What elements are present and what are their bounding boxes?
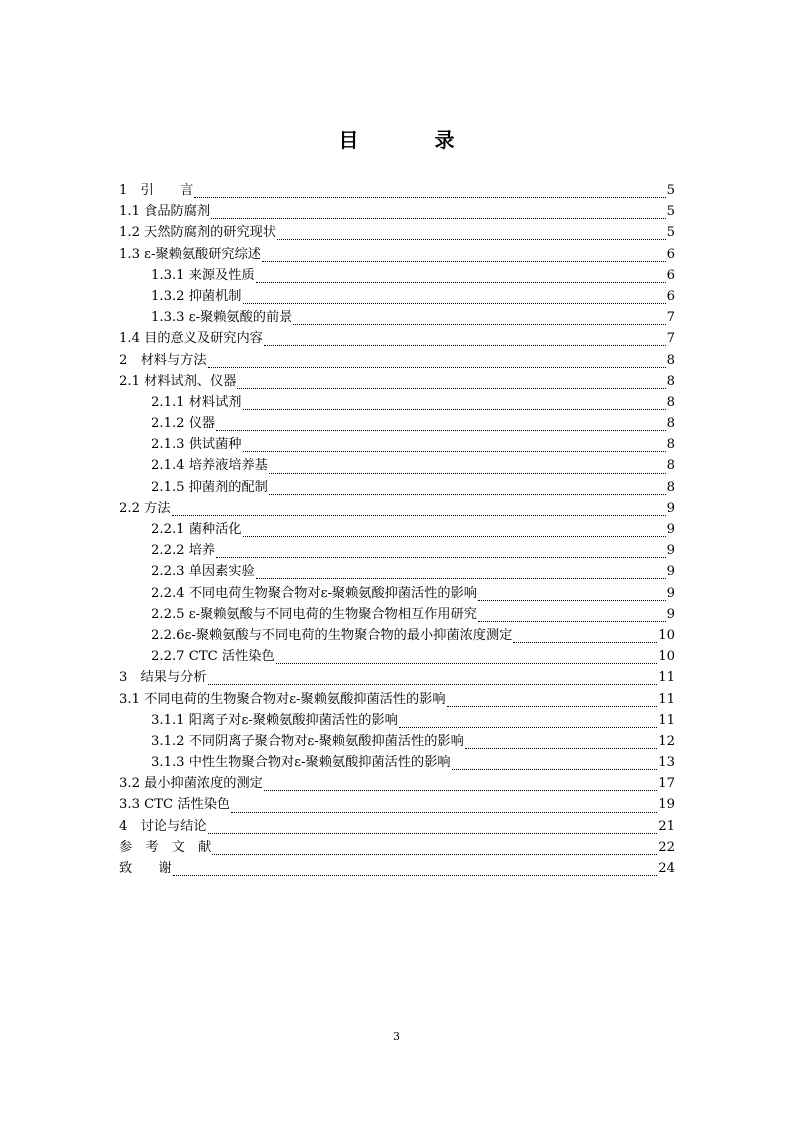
toc-leader-dots <box>243 526 666 537</box>
toc-entry-label: 1.3.3 ε-聚赖氨酸的前景 <box>151 310 293 326</box>
toc-entry-page: 9 <box>666 585 675 601</box>
toc-leader-dots <box>173 865 657 876</box>
toc-entry[interactable] <box>119 816 675 837</box>
toc-entry[interactable] <box>119 773 675 794</box>
toc-entry[interactable] <box>119 328 675 349</box>
toc-entry-page: 8 <box>666 458 675 474</box>
toc-leader-dots <box>264 780 657 791</box>
toc-entry[interactable] <box>119 625 675 646</box>
toc-leader-dots <box>243 441 666 452</box>
toc-entry-page: 11 <box>658 670 675 686</box>
toc-entry-page: 10 <box>658 627 675 643</box>
toc-entry-label: 2.2.6ε-聚赖氨酸与不同电荷的生物聚合物的最小抑菌浓度测定 <box>151 627 513 643</box>
toc-entry-label: 3 结果与分析 <box>119 670 207 686</box>
toc-entry[interactable] <box>119 498 675 519</box>
toc-leader-dots <box>262 251 666 262</box>
toc-entry-page: 11 <box>658 691 675 707</box>
toc-entry[interactable] <box>119 731 675 752</box>
toc-leader-dots <box>216 420 665 431</box>
toc-leader-dots <box>513 632 657 643</box>
toc-entry-label: 1.4 目的意义及研究内容 <box>119 331 263 347</box>
toc-entry[interactable] <box>119 604 675 625</box>
toc-entry-page: 9 <box>666 543 675 559</box>
toc-entry-label: 1 引 言 <box>119 183 194 198</box>
toc-entry-label: 2.1 材料试剂、仪器 <box>119 373 237 389</box>
toc-leader-dots <box>172 505 666 516</box>
toc-entry-page: 8 <box>666 394 675 410</box>
toc-leader-dots <box>208 823 658 834</box>
toc-entry-page: 8 <box>666 437 675 453</box>
toc-entry[interactable] <box>119 689 675 710</box>
toc-entry[interactable] <box>119 583 675 604</box>
toc-entry[interactable] <box>119 222 675 243</box>
toc-entry-page: 8 <box>666 479 675 495</box>
toc-entry-page: 8 <box>666 373 675 389</box>
toc-entry-label: 4 讨论与结论 <box>119 818 207 834</box>
toc-leader-dots <box>211 208 666 219</box>
toc-entry[interactable] <box>119 392 675 413</box>
toc-entry-page: 9 <box>666 522 675 537</box>
toc-entry[interactable] <box>119 371 675 392</box>
toc-entry[interactable] <box>119 858 675 879</box>
toc-leader-dots <box>208 357 666 368</box>
toc-entry[interactable] <box>119 265 675 286</box>
toc-entry[interactable] <box>119 519 675 540</box>
toc-entry-page: 8 <box>666 416 675 432</box>
toc-leader-dots <box>256 568 666 579</box>
toc-entry-page: 12 <box>658 733 675 749</box>
toc-entry-label: 2.2.5 ε-聚赖氨酸与不同电荷的生物聚合物相互作用研究 <box>151 606 477 622</box>
toc-entry[interactable] <box>119 837 675 858</box>
toc-entry[interactable] <box>119 286 675 307</box>
toc-leader-dots <box>243 399 666 410</box>
toc-entry[interactable] <box>119 646 675 667</box>
toc-leader-dots <box>269 463 666 474</box>
toc-entry-page: 7 <box>666 310 675 326</box>
toc-entry-label: 1.2 天然防腐剂的研究现状 <box>119 225 277 241</box>
toc-entry[interactable] <box>119 710 675 731</box>
toc-entry-label: 1.3.1 来源及性质 <box>151 267 255 283</box>
toc-entry-label: 3.1.2 不同阴离子聚合物对ε-聚赖氨酸抑菌活性的影响 <box>151 733 464 749</box>
toc-leader-dots <box>399 717 657 728</box>
page-number: 3 <box>393 1030 400 1043</box>
toc-entry-label: 1.3.2 抑菌机制 <box>151 288 242 304</box>
toc-entry-page: 17 <box>658 776 675 792</box>
toc-entry-label: 2.2.2 培养 <box>151 543 216 559</box>
toc-entry-label: 2.2.1 菌种活化 <box>151 522 242 537</box>
toc-entry-page: 6 <box>666 267 675 283</box>
toc-leader-dots <box>243 293 666 304</box>
toc-entry-label: 3.1.3 中性生物聚合物对ε-聚赖氨酸抑菌活性的影响 <box>151 755 451 771</box>
toc-leader-dots <box>208 674 658 685</box>
toc-entry-page: 11 <box>658 712 675 728</box>
toc-leader-dots <box>256 272 666 283</box>
toc-leader-dots <box>216 547 665 558</box>
toc-entry[interactable] <box>119 752 675 773</box>
toc-entry-page: 9 <box>666 606 675 622</box>
toc-leader-dots <box>212 844 657 855</box>
toc-entry-page: 9 <box>666 500 675 516</box>
toc-entry-page: 6 <box>666 288 675 304</box>
toc-entry-label: 2.1.2 仪器 <box>151 416 216 432</box>
toc-entry-page: 7 <box>666 331 675 347</box>
toc-entry-label: 3.2 最小抑菌浓度的测定 <box>119 776 263 792</box>
toc-entry-label: 2.1.4 培养液培养基 <box>151 458 268 474</box>
toc-leader-dots <box>452 759 658 770</box>
toc-entry-page: 24 <box>658 861 675 876</box>
toc-entry-page: 8 <box>666 352 675 368</box>
toc-entry-label: 2.2 方法 <box>119 500 171 516</box>
toc-entry-label: 3.3 CTC 活性染色 <box>119 797 231 813</box>
toc-entry-label: 2.2.7 CTC 活性染色 <box>151 649 275 665</box>
toc-leader-dots <box>231 802 657 813</box>
toc-entry[interactable] <box>119 434 675 455</box>
toc-entry-page: 19 <box>658 797 675 813</box>
toc-entry[interactable] <box>119 201 675 222</box>
toc-entry-page: 21 <box>658 818 675 834</box>
toc-entry[interactable] <box>119 540 675 561</box>
toc-leader-dots <box>478 611 666 622</box>
toc-entry-page: 13 <box>658 755 675 771</box>
toc-entry-label: 2.2.3 单因素实验 <box>151 564 255 580</box>
toc-entry-label: 2.2.4 不同电荷生物聚合物对ε-聚赖氨酸抑菌活性的影响 <box>151 585 477 601</box>
toc-leader-dots <box>447 696 658 707</box>
toc-entry[interactable] <box>119 794 675 815</box>
toc-entry[interactable] <box>119 244 675 265</box>
toc-entry-page: 6 <box>666 246 675 262</box>
toc-entry-label: 2 材料与方法 <box>119 352 207 368</box>
toc-leader-dots <box>293 314 665 325</box>
toc-entry-label: 1.1 食品防腐剂 <box>119 204 211 220</box>
toc-entry-page: 9 <box>666 564 675 580</box>
toc-entry-label: 3.1.1 阳离子对ε-聚赖氨酸抑菌活性的影响 <box>151 712 398 728</box>
toc-entry-label: 2.1.1 材料试剂 <box>151 394 242 410</box>
toc-entry-label: 1.3 ε-聚赖氨酸研究综述 <box>119 246 261 262</box>
toc-entry[interactable] <box>119 667 675 688</box>
toc-entry[interactable] <box>119 561 675 582</box>
toc-leader-dots <box>194 187 665 198</box>
toc-entry-page: 22 <box>658 839 675 855</box>
toc-entry[interactable] <box>119 477 675 498</box>
toc-entry-page: 5 <box>666 225 675 241</box>
toc-entry[interactable] <box>119 413 675 434</box>
toc-entry[interactable] <box>119 307 675 328</box>
toc-leader-dots <box>264 335 666 346</box>
toc-entry-label: 2.1.3 供试菌种 <box>151 437 242 453</box>
toc-leader-dots <box>465 738 657 749</box>
toc-leader-dots <box>478 590 666 601</box>
toc-entry-label: 致 谢 <box>119 861 172 876</box>
toc-leader-dots <box>237 378 665 389</box>
toc-entry-label: 3.1 不同电荷的生物聚合物对ε-聚赖氨酸抑菌活性的影响 <box>119 691 446 707</box>
toc-title: 目 录 <box>338 128 483 152</box>
toc-entry[interactable] <box>119 350 675 371</box>
table-of-contents <box>119 180 675 879</box>
toc-entry-page: 10 <box>658 649 675 665</box>
toc-leader-dots <box>269 484 666 495</box>
toc-entry-page: 5 <box>666 183 675 198</box>
toc-entry[interactable] <box>119 180 675 201</box>
toc-entry[interactable] <box>119 455 675 476</box>
toc-entry-label: 参 考 文 献 <box>119 839 212 855</box>
toc-leader-dots <box>277 229 666 240</box>
toc-leader-dots <box>276 653 658 664</box>
toc-entry-page: 5 <box>666 204 675 220</box>
toc-entry-label: 2.1.5 抑菌剂的配制 <box>151 479 268 495</box>
